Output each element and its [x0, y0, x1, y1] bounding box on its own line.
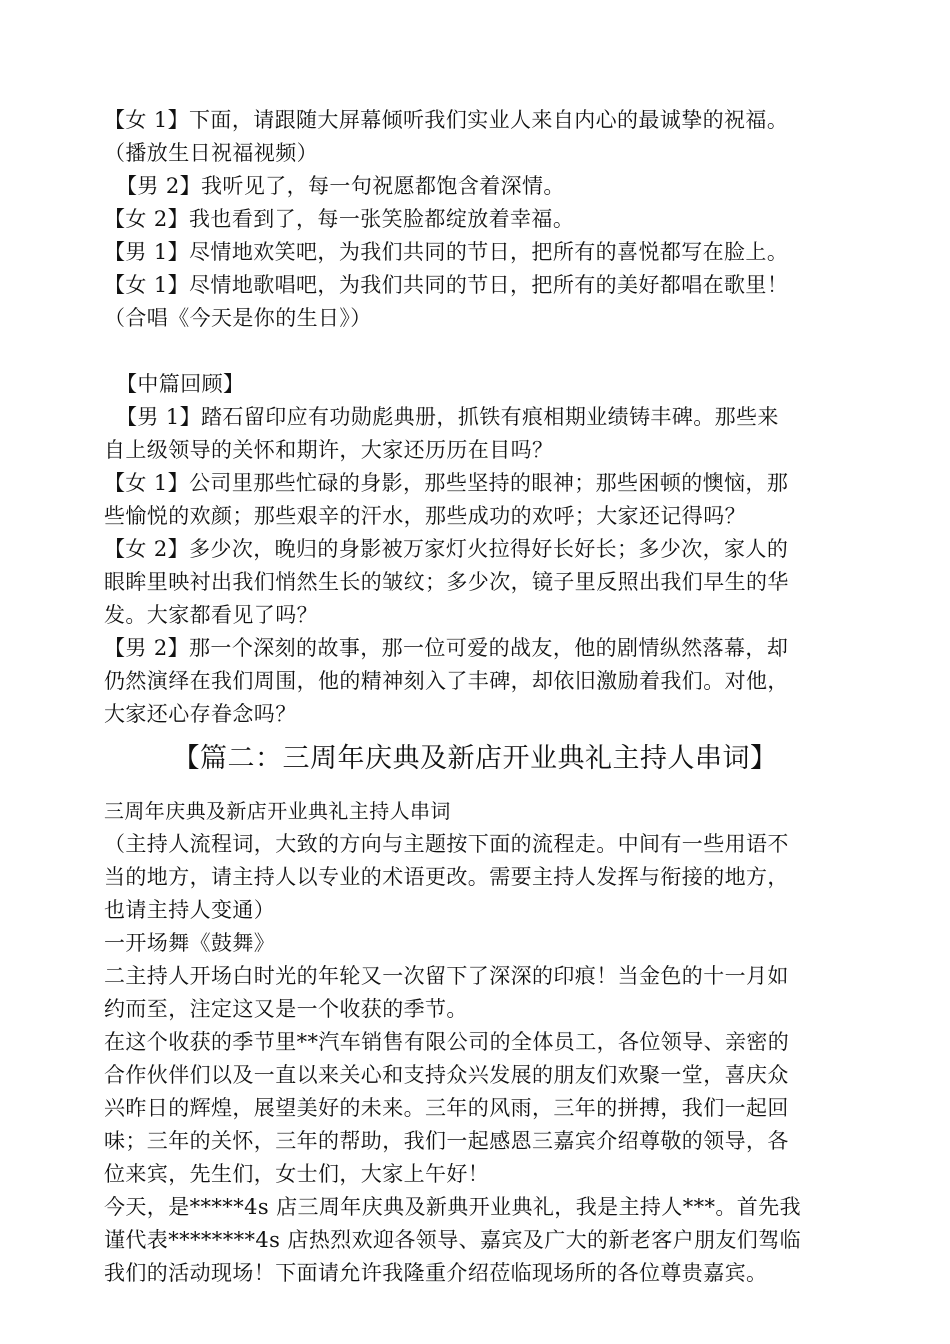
paragraph-line: 兴昨日的辉煌，展望美好的未来。三年的风雨，三年的拼搏，我们一起回	[104, 1096, 789, 1120]
paragraph-line: （播放生日祝福视频）	[104, 141, 318, 165]
paragraph-line: 眼眸里映衬出我们悄然生长的皱纹；多少次，镜子里反照出我们早生的华	[104, 570, 789, 594]
paragraph-line: 二主持人开场白时光的年轮又一次留下了深深的印痕！当金色的十一月如	[104, 964, 789, 988]
paragraph-line: 我们的活动现场！下面请允许我隆重介绍莅临现场所的各位尊贵嘉宾。	[104, 1261, 768, 1285]
document-page	[104, 104, 864, 1290]
paragraph-line: 【女 2】我也看到了，每一张笑脸都绽放着幸福。	[104, 207, 575, 231]
section-mid-review	[104, 368, 864, 731]
paragraph-line: 发。大家都看见了吗？	[104, 603, 318, 627]
blank-line	[104, 335, 864, 368]
paragraph-line: 【男 2】我听见了，每一句祝愿都饱含着深情。	[116, 174, 565, 198]
paragraph-line: 约而至，注定这又是一个收获的季节。	[104, 997, 468, 1021]
section-birthday-wishes	[104, 104, 864, 335]
document-subtitle: 三周年庆典及新店开业典礼主持人串词	[104, 799, 451, 823]
chapter-heading: 【篇二：三周年庆典及新店开业典礼主持人串词】	[172, 743, 778, 774]
paragraph-line: 【男 2】那一个深刻的故事，那一位可爱的战友，他的剧情纵然落幕，却	[104, 636, 789, 660]
paragraph-line: 【女 2】多少次，晚归的身影被万家灯火拉得好长好长；多少次，家人的	[104, 537, 789, 561]
paragraph-line: 也请主持人变通）	[104, 898, 276, 922]
paragraph-line: 【男 1】踏石留印应有功勋彪典册，抓铁有痕相期业绩铸丰碑。那些来	[116, 405, 779, 429]
paragraph-line: （主持人流程词，大致的方向与主题按下面的流程走。中间有一些用语不	[104, 832, 789, 856]
section-anniversary-script	[104, 795, 864, 1290]
paragraph-line: 【女 1】下面，请跟随大屏幕倾听我们实业人来自内心的最诚挚的祝福。	[104, 108, 789, 132]
paragraph-line: 位来宾，先生们，女士们，大家上午好！	[104, 1162, 490, 1186]
paragraph-line: 自上级领导的关怀和期许，大家还历历在目吗？	[104, 438, 554, 462]
paragraph-line: 些愉悦的欢颜；那些艰辛的汗水，那些成功的欢呼；大家还记得吗？	[104, 504, 746, 528]
section-label: 【中篇回顾】	[116, 372, 245, 396]
paragraph-line: 谨代表********4s 店热烈欢迎各领导、嘉宾及广大的新老客户朋友们驾临	[104, 1228, 802, 1252]
paragraph-line: 【女 1】尽情地歌唱吧，为我们共同的节日，把所有的美好都唱在歌里！	[104, 273, 789, 297]
paragraph-line: 味；三年的关怀，三年的帮助，我们一起感恩三嘉宾介绍尊敬的领导，各	[104, 1129, 789, 1153]
paragraph-line: 在这个收获的季节里**汽车销售有限公司的全体员工，各位领导、亲密的	[104, 1030, 790, 1054]
paragraph-line: （合唱《今天是你的生日》）	[104, 306, 372, 330]
paragraph-line: 仍然演绎在我们周围，他的精神刻入了丰碑，却依旧激励着我们。对他，	[104, 669, 789, 693]
paragraph-line: 【男 1】尽情地欢笑吧，为我们共同的节日，把所有的喜悦都写在脸上。	[104, 240, 789, 264]
paragraph-line: 合作伙伴们以及一直以来关心和支持众兴发展的朋友们欢聚一堂，喜庆众	[104, 1063, 789, 1087]
paragraph-line: 当的地方，请主持人以专业的术语更改。需要主持人发挥与衔接的地方，	[104, 865, 789, 889]
paragraph-line: 今天，是*****4s 店三周年庆典及新典开业典礼，我是主持人***。首先我	[104, 1195, 802, 1219]
paragraph-line: 一开场舞《鼓舞》	[104, 931, 276, 955]
paragraph-line: 大家还心存眷念吗？	[104, 702, 297, 726]
paragraph-line: 【女 1】公司里那些忙碌的身影，那些坚持的眼神；那些困顿的懊恼，那	[104, 471, 789, 495]
